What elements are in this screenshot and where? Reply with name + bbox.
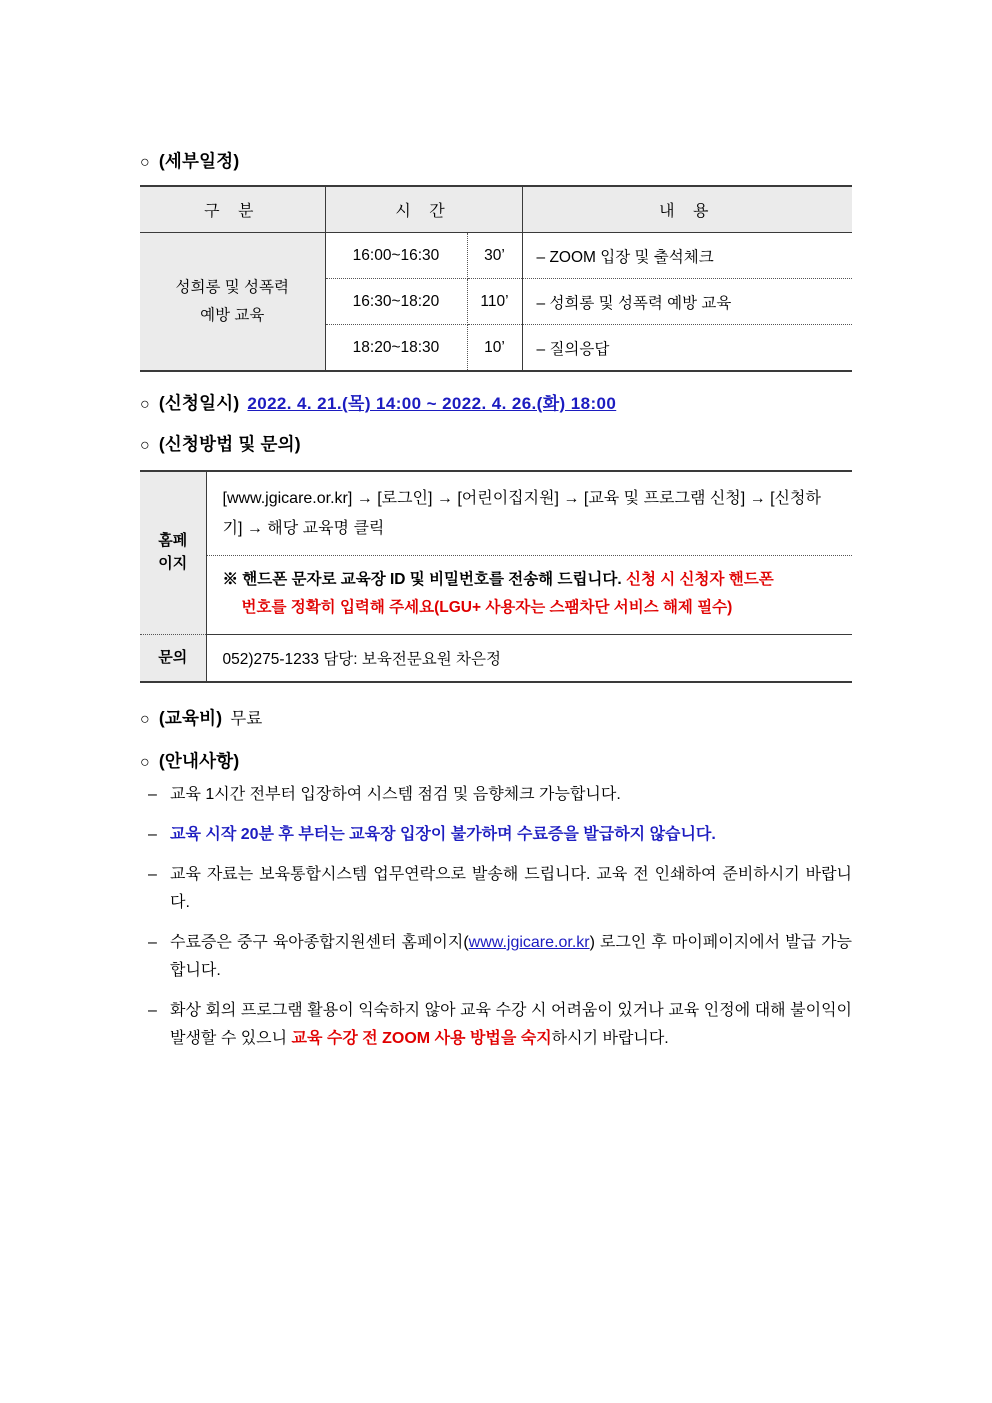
- list-item-dash: –: [148, 865, 157, 883]
- list-item-dash: –: [148, 1001, 157, 1019]
- apply-homepage-key-line2: 이지: [158, 554, 188, 572]
- schedule-table: [140, 185, 852, 372]
- bullet-circle-icon: ○: [140, 437, 150, 454]
- table-row: [140, 556, 852, 635]
- apply-homepage-key: [140, 471, 206, 634]
- list-item-dash: –: [148, 825, 157, 843]
- bullet-circle-icon: ○: [140, 154, 150, 171]
- bullet-circle-icon: ○: [140, 753, 150, 771]
- list-item: [140, 861, 852, 917]
- table-row: [140, 471, 852, 556]
- apply-method-table: [140, 470, 852, 683]
- table-row: [140, 634, 852, 682]
- schedule-time-0: 16:00~16:30: [325, 233, 467, 279]
- schedule-header-content: 내 용: [522, 186, 852, 233]
- list-item: [140, 781, 852, 809]
- list-item-dash: –: [148, 933, 157, 951]
- apply-method-heading-label: (신청방법 및 문의): [158, 434, 301, 454]
- schedule-duration-0: 30’: [467, 233, 522, 279]
- schedule-duration-1: 110’: [467, 279, 522, 325]
- bullet-circle-icon: ○: [140, 396, 150, 413]
- homepage-link[interactable]: www.jgicare.or.kr: [468, 933, 590, 951]
- section-heading-schedule: [140, 148, 852, 175]
- apply-note-prefix: ※ 핸드폰 문자로 교육장 ID 및 비밀번호를 전송해 드립니다.: [222, 571, 622, 589]
- list-item: [140, 929, 852, 985]
- schedule-desc-2: – 질의응답: [536, 340, 610, 358]
- notice-list: [140, 781, 852, 1053]
- schedule-header-time: 시 간: [325, 186, 522, 233]
- schedule-desc-0: – ZOOM 입장 및 출석체크: [522, 233, 852, 279]
- fee-value: 무료: [230, 709, 263, 728]
- list-item-text: 화상 회의 프로그램 활용이 익숙하지 않아 교육 수강 시 어려움이 있거나 교육 인정에 대해 불이익이 발생할 수 있으니: [170, 1001, 852, 1047]
- notice-heading-label: (안내사항): [158, 750, 240, 771]
- schedule-category-line1: 성희롱 및 성폭력: [175, 279, 289, 297]
- apply-contact-value: 052)275-1233 담당: 보육전문요원 차은정: [222, 650, 501, 668]
- schedule-desc-1: – 성희롱 및 성폭력 예방 교육: [522, 279, 852, 325]
- apply-homepage-key-line1: 홈페: [158, 532, 188, 550]
- document-content: [140, 148, 852, 1065]
- bullet-circle-icon: ○: [140, 710, 150, 728]
- list-item-dash: –: [148, 785, 157, 803]
- section-heading-apply-method: [140, 431, 852, 458]
- schedule-duration-2: 10’: [467, 325, 522, 372]
- list-item-text: 교육 1시간 전부터 입장하여 시스템 점검 및 음향체크 가능합니다.: [170, 785, 621, 803]
- apply-homepage-note: [206, 556, 852, 635]
- schedule-category-line2: 예방 교육: [200, 306, 265, 324]
- list-item-text: 교육 시작 20분 후 부터는 교육장 입장이 불가하며 수료증을 발급하지 않습니다.: [170, 825, 716, 843]
- schedule-category-cell: [140, 233, 325, 372]
- section-heading-fee: [140, 705, 852, 732]
- apply-date-heading-label: (신청일시): [158, 393, 240, 413]
- list-item-text: ) 로그인 후 마이페이지에서 발급 가능합니다.: [170, 933, 852, 979]
- schedule-header-category: 구 분: [140, 186, 325, 233]
- apply-date-value: 2022. 4. 21.(목) 14:00 ~ 2022. 4. 26.(화) 18:00: [247, 394, 617, 413]
- list-item-text: 교육 자료는 보육통합시스템 업무연락으로 발송해 드립니다. 교육 전 인쇄하여 준비하시기 바랍니다.: [170, 865, 852, 911]
- list-item-text: 하시기 바랍니다.: [551, 1029, 669, 1047]
- apply-note-red-2: 번호를 정확히 입력해 주세요(LGU+ 사용자는 스팸차단 서비스 해제 필수): [241, 599, 733, 617]
- section-heading-notice: [140, 748, 852, 775]
- schedule-heading-label: (세부일정): [158, 151, 240, 171]
- fee-heading-label: (교육비): [158, 707, 223, 728]
- section-heading-apply-date: [140, 390, 852, 417]
- list-item: [140, 821, 852, 849]
- schedule-time-1: 16:30~18:20: [325, 279, 467, 325]
- list-item-text: 교육 수강 전 ZOOM 사용 방법을 숙지: [291, 1029, 552, 1047]
- apply-homepage-value: [www.jgicare.or.kr] → [로그인] → [어린이집지원] → [교육 및 프로그램 신청] → [신청하기] → 해당 교육명 클릭: [206, 471, 852, 556]
- apply-note-red-1: 신청 시 신청자 핸드폰: [625, 571, 774, 589]
- list-item: [140, 997, 852, 1053]
- schedule-time-2: 18:20~18:30: [325, 325, 467, 372]
- table-row: [140, 233, 852, 279]
- list-item-text: 수료증은 중구 육아종합지원센터 홈페이지(: [170, 933, 469, 951]
- schedule-header-row: [140, 186, 852, 233]
- apply-contact-key: 문의: [140, 634, 206, 682]
